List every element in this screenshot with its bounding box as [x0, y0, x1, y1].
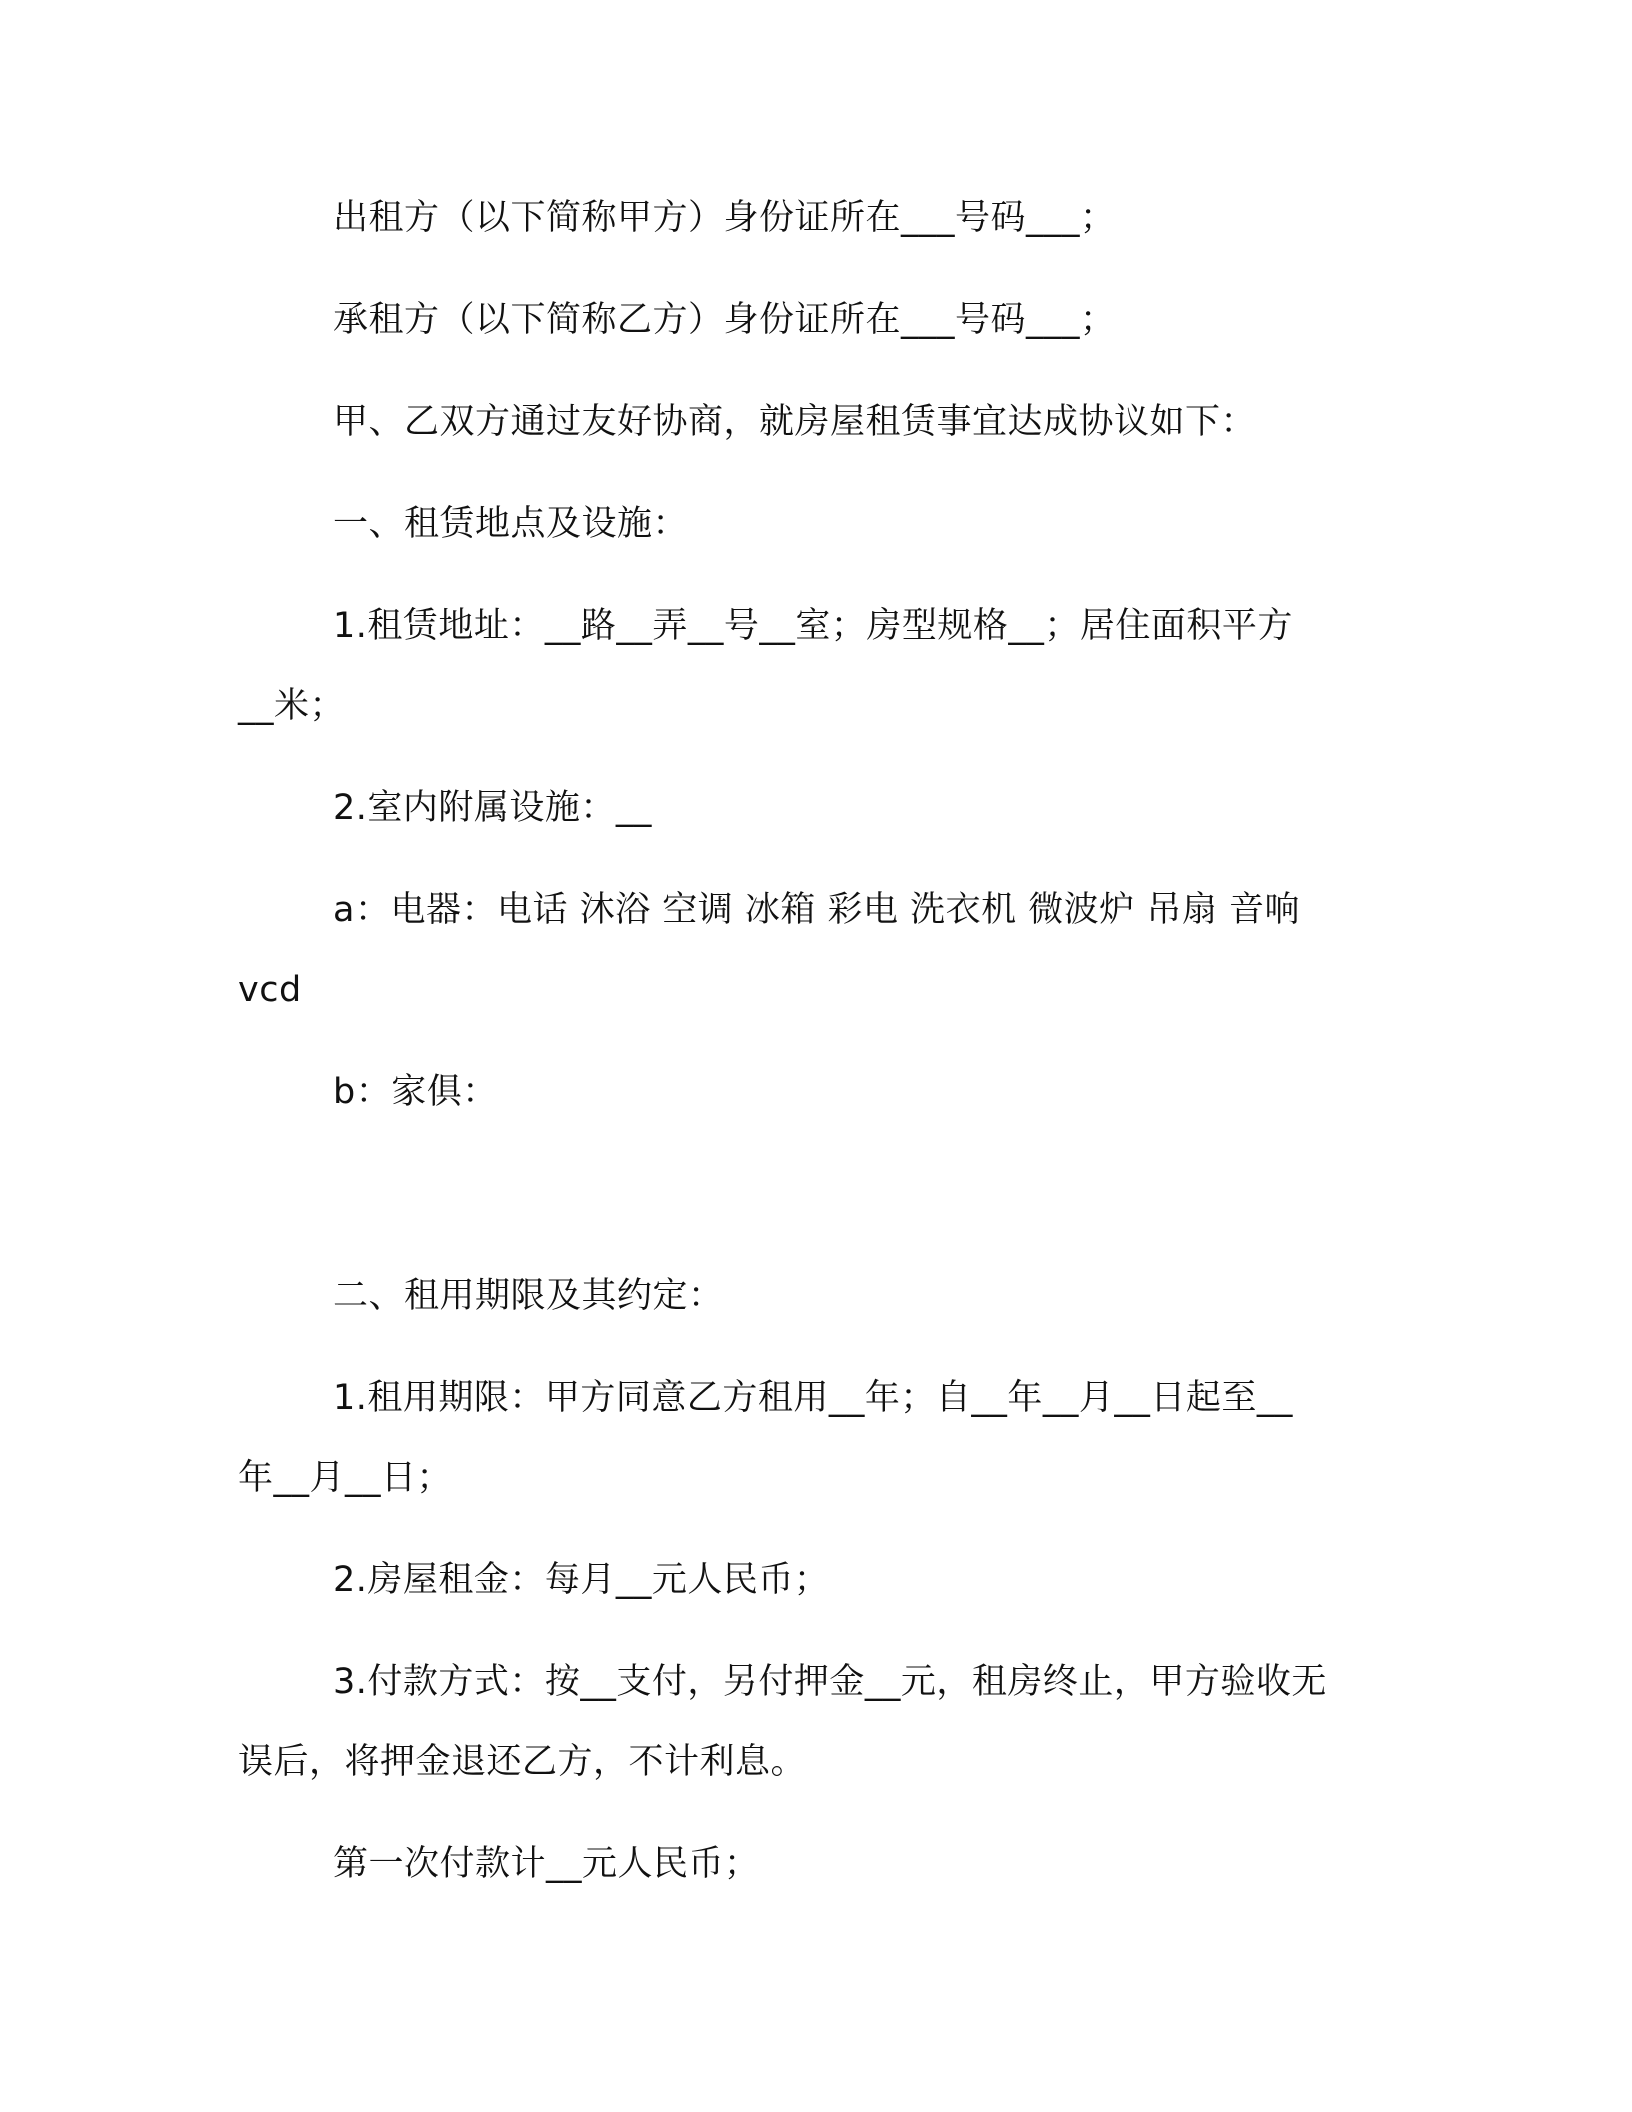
section-1-heading: 一、租赁地点及设施： [333, 504, 689, 544]
lessee-line: 承租方（以下简称乙方）身份证所在___号码___； [333, 300, 1116, 340]
section-2-heading: 二、租用期限及其约定： [333, 1276, 724, 1316]
lessor-line: 出租方（以下简称甲方）身份证所在___号码___； [333, 198, 1116, 238]
item-1-2-line: 2.室内附属设施：__ [333, 788, 652, 828]
item-2-3-line-2: 误后，将押金退还乙方，不计利息。 [238, 1742, 807, 1782]
item-1-1-line-2: __米； [238, 686, 346, 726]
item-2-3-line-1: 3.付款方式：按__支付，另付押金__元，租房终止，甲方验收无 [333, 1662, 1327, 1702]
appliances-line-1: a：电器：电话 沐浴 空调 冰箱 彩电 洗衣机 微波炉 吊扇 音响 [333, 890, 1300, 930]
first-payment-line: 第一次付款计__元人民币； [333, 1844, 760, 1884]
agreement-intro: 甲、乙双方通过友好协商，就房屋租赁事宜达成协议如下： [333, 402, 1257, 442]
item-2-1-line-1: 1.租用期限：甲方同意乙方租用__年；自__年__月__日起至__ [333, 1378, 1293, 1418]
appliances-line-2: vcd [238, 970, 302, 1010]
furniture-line: b：家俱： [333, 1072, 498, 1112]
item-1-1-line-1: 1.租赁地址：__路__弄__号__室；房型规格__；居住面积平方 [333, 606, 1293, 646]
item-2-1-line-2: 年__月__日； [238, 1458, 453, 1498]
item-2-2-line: 2.房屋租金：每月__元人民币； [333, 1560, 830, 1600]
